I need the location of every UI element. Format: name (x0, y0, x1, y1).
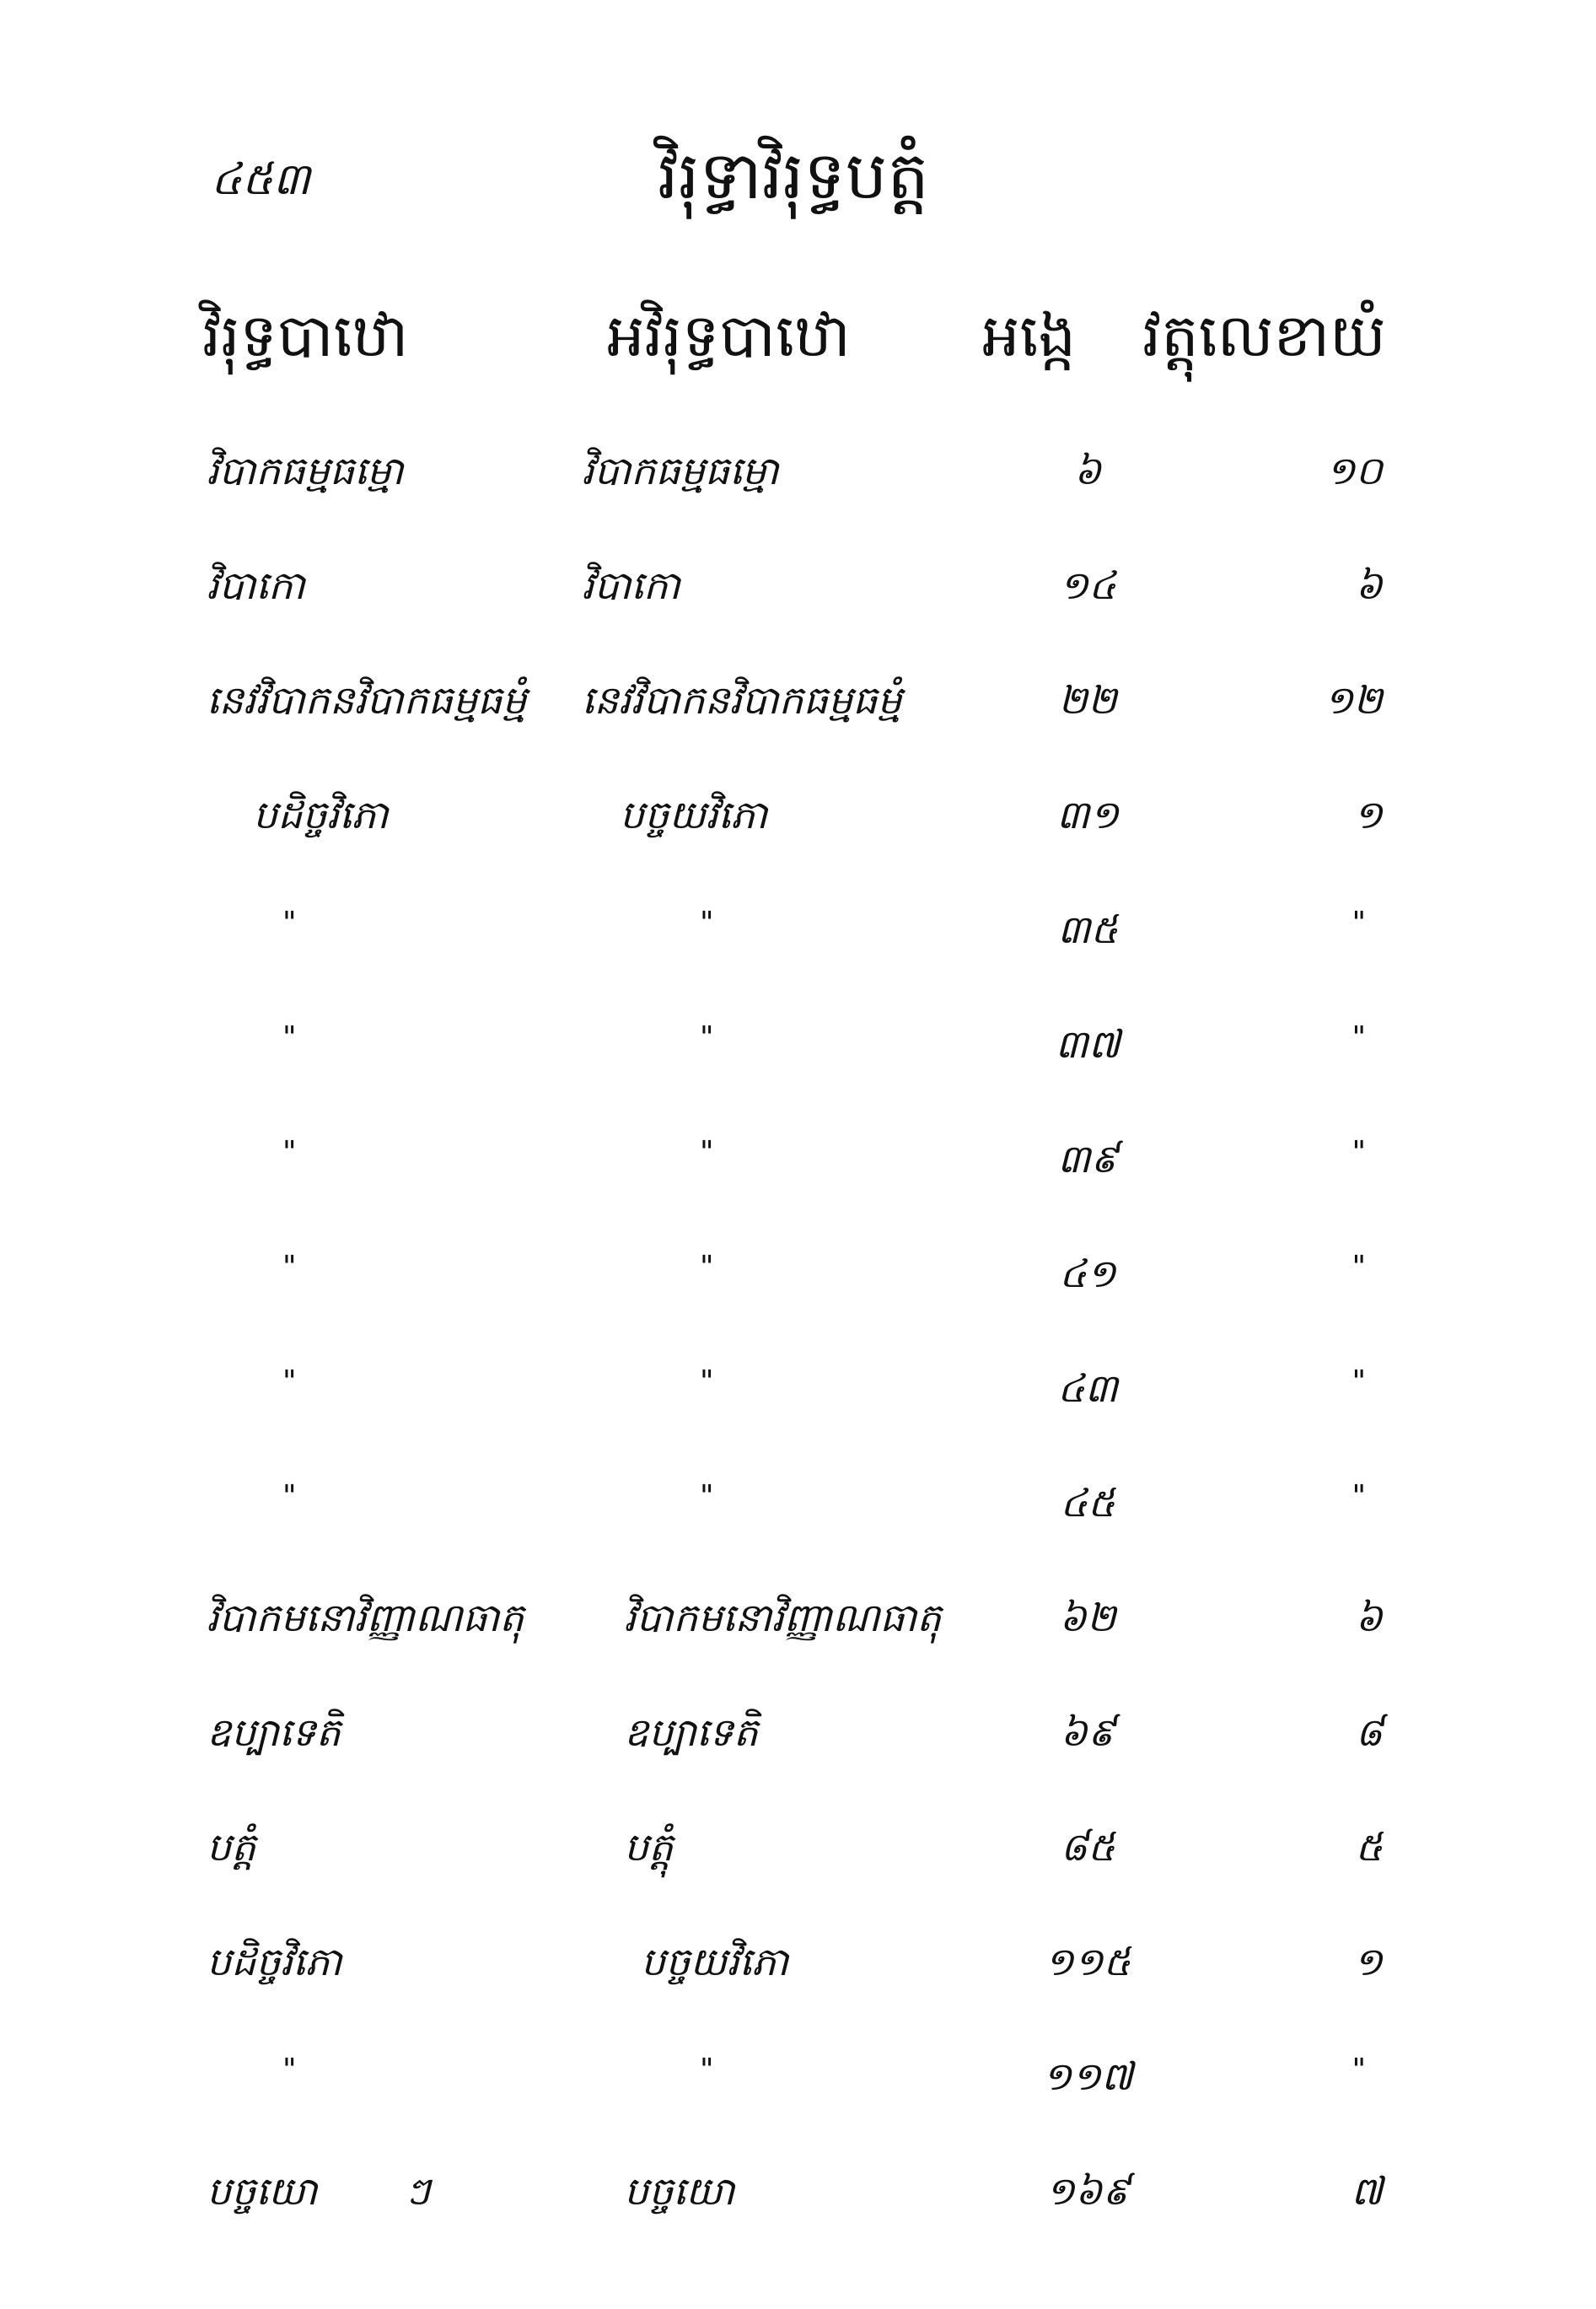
ditto-mark: " (282, 1135, 297, 1170)
ditto-mark: " (700, 1135, 714, 1170)
errata-table (0, 430, 1596, 2265)
line-ref: ៥ (1355, 1824, 1383, 1870)
table-row (0, 774, 1596, 889)
repeat-mark: ៗ (405, 2168, 431, 2214)
page-ref: ៣៩ (1057, 1136, 1118, 1181)
page-ref: ៦ (1073, 448, 1102, 493)
correct-reading: វិបាកោ (582, 562, 680, 608)
header-correct-reading: អវិរុទ្ធបាឋោ (607, 301, 851, 370)
line-ref: ១០ (1325, 448, 1383, 493)
page-ref: ៦៩ (1060, 1709, 1115, 1755)
table-row (0, 545, 1596, 659)
wrong-reading: បត្តំ (207, 1824, 256, 1870)
table-row (0, 430, 1596, 545)
wrong-reading: វិបាកធម្មធម្មោ (207, 448, 404, 493)
ditto-mark: " (1351, 1479, 1366, 1514)
page-ref: ៣៧ (1055, 1021, 1120, 1067)
ditto-mark: " (1351, 1250, 1366, 1284)
correct-reading: ឧប្បាទេតិ (624, 1709, 759, 1755)
page-ref: ៦២ (1059, 1595, 1116, 1640)
table-row (0, 1577, 1596, 1692)
table-row (0, 659, 1596, 774)
wrong-reading: បច្ចយោ (207, 2168, 318, 2214)
line-ref: ៦ (1355, 562, 1383, 608)
page-ref: ៨៥ (1060, 1824, 1115, 1870)
table-row (0, 2036, 1596, 2150)
header-page: អង្កេ (982, 301, 1077, 370)
header-wrong-reading: វិរុទ្ធបាឋោ (202, 301, 409, 370)
header-line: វត្តុលេខាយំ (1142, 301, 1386, 370)
ditto-mark: " (282, 1364, 297, 1399)
ditto-mark: " (700, 2053, 714, 2087)
ditto-mark: " (700, 1479, 714, 1514)
correct-reading: វិបាកធម្មធម្មោ (582, 448, 779, 493)
ditto-mark: " (282, 1250, 297, 1284)
table-row (0, 1692, 1596, 1806)
line-ref: ១២ (1324, 677, 1383, 723)
ditto-mark: " (282, 1020, 297, 1055)
page-ref: ៣១ (1056, 792, 1120, 837)
table-row (0, 1118, 1596, 1233)
table-row (0, 1806, 1596, 1921)
page-ref: ១៦៩ (1045, 2168, 1130, 2214)
correct-reading: បច្ចយវិភោ (620, 792, 768, 837)
ditto-mark: " (700, 1020, 714, 1055)
page-ref: ១១៥ (1044, 1939, 1131, 1984)
correct-reading: បត្តុំ (624, 1824, 674, 1870)
correct-reading: វិបាកមនោវិញ្ញាណធាតុ (624, 1595, 942, 1640)
wrong-reading: នេវវិបាកនវិបាកធម្មធម្មំ (207, 677, 527, 723)
page-ref: ២២ (1058, 677, 1117, 723)
ditto-mark: " (282, 2053, 297, 2087)
wrong-reading: បដិច្ចវិភោ (207, 1939, 342, 1984)
wrong-reading: វិបាកមនោវិញ្ញាណធាតុ (207, 1595, 524, 1640)
line-ref: ១ (1353, 792, 1383, 837)
wrong-reading: វិបាកោ (207, 562, 305, 608)
page-ref: ៤១ (1059, 1251, 1116, 1296)
table-header (0, 299, 1596, 401)
line-ref: ១ (1353, 1939, 1383, 1984)
line-ref: ៦ (1355, 1595, 1383, 1640)
ditto-mark: " (1351, 906, 1366, 940)
table-row (0, 1462, 1596, 1577)
table-row (0, 1348, 1596, 1462)
ditto-mark: " (1351, 1135, 1366, 1170)
correct-reading: នេវវិបាកនវិបាកធម្មធម្មំ (582, 677, 902, 723)
ditto-mark: " (700, 1364, 714, 1399)
line-ref: ៧ (1351, 2168, 1383, 2214)
page-title: វិរុទ្ធាវិរុទ្ធបត្តំ (658, 138, 929, 214)
page-ref: ៤៥ (1060, 1480, 1115, 1526)
page-ref: ១១៧ (1042, 2053, 1133, 2099)
ditto-mark: " (700, 1250, 714, 1284)
table-row (0, 1921, 1596, 2036)
table-row (0, 1004, 1596, 1118)
ditto-mark: " (282, 1479, 297, 1514)
page-number: ៤៥៣ (211, 154, 311, 205)
wrong-reading: ឧប្បាទេតិ (207, 1709, 341, 1755)
page-ref: ១៤ (1059, 562, 1116, 608)
table-row (0, 2150, 1596, 2265)
correct-reading: បច្ចយោ (624, 2168, 735, 2214)
ditto-mark: " (1351, 2053, 1366, 2087)
page-ref: ៣៥ (1057, 907, 1118, 952)
ditto-mark: " (1351, 1020, 1366, 1055)
table-row (0, 1233, 1596, 1348)
line-ref: ៨ (1355, 1709, 1383, 1755)
ditto-mark: " (700, 906, 714, 940)
correct-reading: បច្ចយវិភោ (641, 1939, 789, 1984)
page-ref: ៤៣ (1057, 1365, 1118, 1411)
ditto-mark: " (1351, 1364, 1366, 1399)
ditto-mark: " (282, 906, 297, 940)
wrong-reading: បដិច្ចវិភោ (253, 792, 389, 837)
table-row (0, 889, 1596, 1004)
